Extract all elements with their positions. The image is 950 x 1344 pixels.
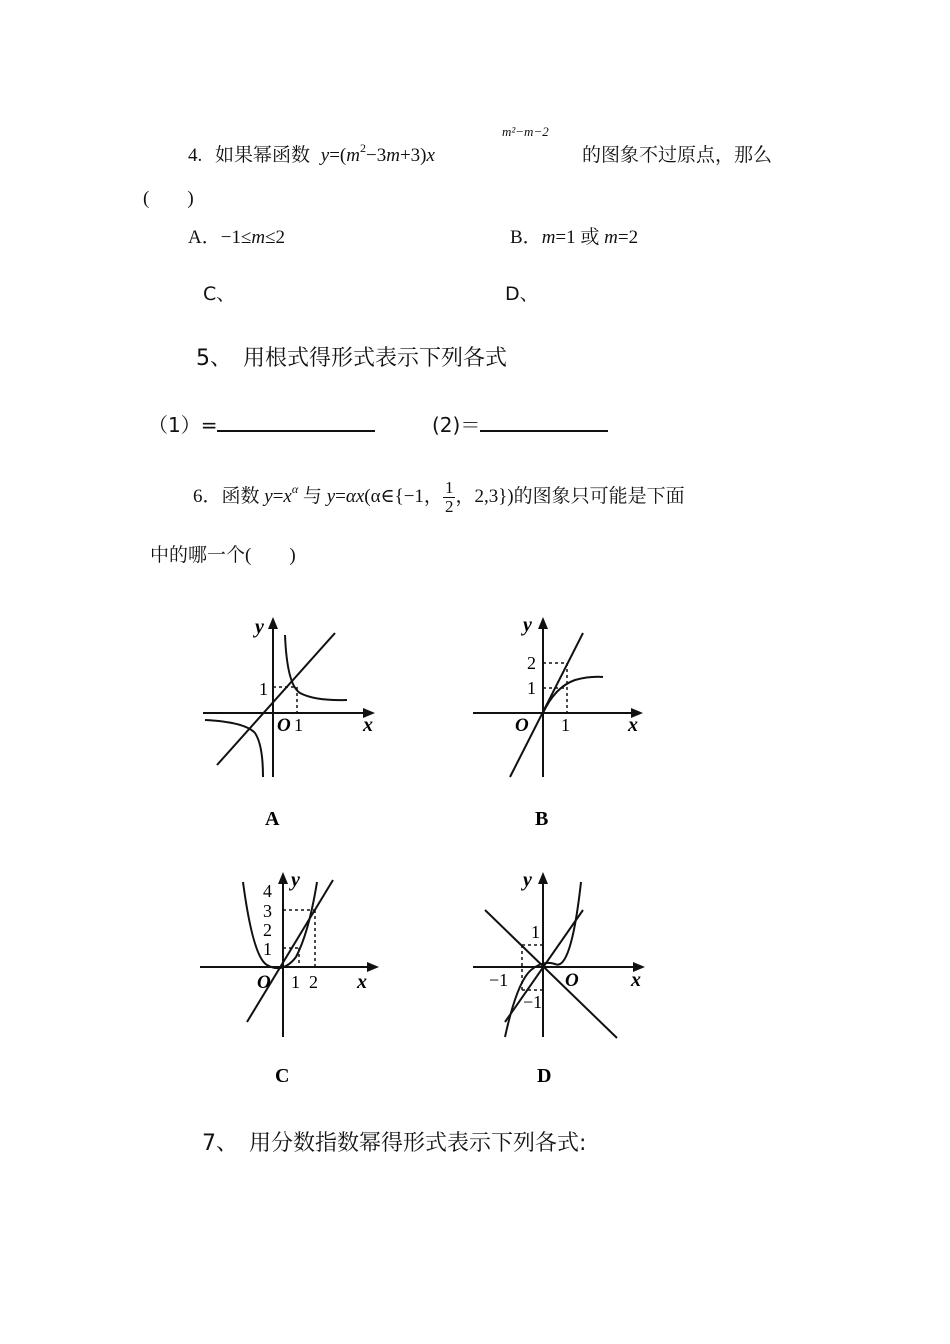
graph-c-y-tick-1: 1 [263,939,272,959]
graph-c-y-tick-4: 4 [263,881,272,901]
graph-b-y-label: y [523,614,532,636]
q6-fraction: $\frac{1}{2}$ [444,478,454,517]
q5-title: 5、 用根式得形式表示下列各式 [196,346,507,371]
q4-stem [188,140,435,167]
q4-answer-paren: ( ) [143,188,194,209]
graph-a-y-label: y [255,616,264,638]
q4-text-after: 的图象不过原点，那么 [582,145,773,166]
q5-answer-blank-1[interactable] [217,410,375,432]
graph-d-origin: O [565,970,579,991]
graph-a[interactable] [195,605,395,835]
q5-answer-blank-2[interactable] [480,410,608,432]
graph-c-x-tick-1: 1 [291,972,300,992]
graph-d[interactable] [465,862,665,1092]
q4-option-b[interactable]: B．m=1 或 m=2 [510,227,639,248]
graph-b[interactable] [465,605,665,835]
q7-title: 7、 用分数指数幂得形式表示下列各式: [202,1131,587,1156]
graph-a-x-label: x [363,714,373,736]
graph-b-y-tick-2: 2 [527,653,536,673]
graph-a-x-tick-1: 1 [294,715,303,735]
graph-d-x-tick-neg1: −1 [489,970,509,990]
graph-d-x-label: x [631,969,641,991]
graph-c-caption: C [275,1065,290,1087]
q5-item-1: （1）= [148,409,375,438]
q6-stem: 6．函数 $y=x^\alpha$ 与 y=αx(α∈{−1， $\frac{1}{2}$ ，2,3})的图象只可能是下面 [193,478,685,517]
graph-d-y-tick-neg1: −1 [523,992,543,1012]
graph-c-x-label: x [357,971,367,993]
graph-c-origin: O [257,972,271,993]
graph-a-y-tick-1: 1 [259,679,268,699]
graph-b-origin: O [515,715,529,736]
graph-c[interactable] [195,862,395,1092]
q6-func1: $y=x^\alpha$ [264,482,299,507]
graph-d-y-tick-1: 1 [531,922,540,942]
q5-item-2: (2)＝ [432,409,608,438]
graph-c-y-label: y [291,869,300,891]
q4-text-before: 如果幂函数 [215,145,311,166]
graph-a-caption: A [265,808,280,830]
graph-b-y-tick-1: 1 [527,678,536,698]
graph-d-y-label: y [523,869,532,891]
graph-a-origin: O [277,715,291,736]
q4-option-c[interactable]: C、 [203,283,236,305]
graph-c-y-tick-3: 3 [263,901,272,921]
graph-b-x-label: x [628,714,638,736]
q4-option-a[interactable]: A．−1≤m≤2 [188,227,286,248]
graph-c-y-tick-2: 2 [263,920,272,940]
graph-b-x-tick-1: 1 [561,715,570,735]
q4-number: 4. [188,145,203,166]
q6-func2: y=αx [326,486,365,507]
q4-expression: $y=(m^2-3m+3)x$ [320,141,435,166]
graph-b-caption: B [535,808,549,830]
graph-d-caption: D [537,1065,552,1087]
q6-stem-line2: 中的哪一个( ) [150,545,296,566]
graph-c-x-tick-2: 2 [309,972,318,992]
q4-exponent: m²−m−2 [502,124,549,139]
q4-option-d[interactable]: D、 [505,283,539,305]
